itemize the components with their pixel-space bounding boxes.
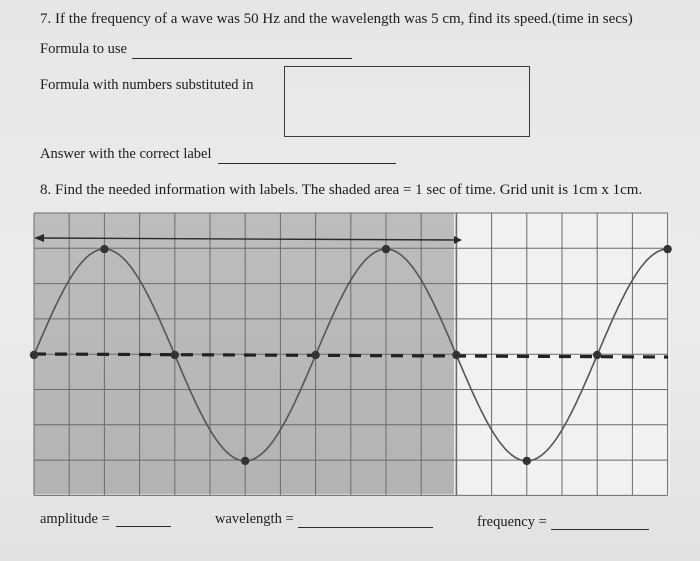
formula-substituted-label: Formula with numbers substituted in: [40, 77, 254, 93]
wave-point: [241, 457, 249, 465]
shaded-region-one-second: [34, 213, 454, 494]
question-8-title: 8. Find the needed information with labels. The shaded area = 1 sec of time. Grid unit is 1cm x 1cm.: [40, 182, 643, 198]
wave-point: [171, 351, 179, 359]
wave-point: [311, 351, 319, 359]
question-7-title: 7. If the frequency of a wave was 50 Hz and the wavelength was 5 cm, find its speed.(time in secs): [40, 11, 633, 27]
formula-to-use-label: Formula to use: [40, 41, 127, 57]
wave-point: [663, 245, 671, 253]
wave-point: [30, 351, 38, 359]
frequency-blank[interactable]: [551, 529, 649, 530]
wavelength-label: wavelength =: [215, 511, 294, 527]
wave-point: [452, 351, 460, 359]
wave-point: [523, 457, 531, 465]
wavelength-blank[interactable]: [298, 527, 433, 528]
amplitude-label: amplitude =: [40, 511, 110, 527]
answer-label: Answer with the correct label: [40, 146, 212, 162]
wave-point: [382, 245, 390, 253]
wave-point: [100, 245, 108, 253]
amplitude-blank[interactable]: [116, 526, 171, 527]
frequency-label: frequency =: [477, 514, 547, 530]
wave-point: [593, 351, 601, 359]
